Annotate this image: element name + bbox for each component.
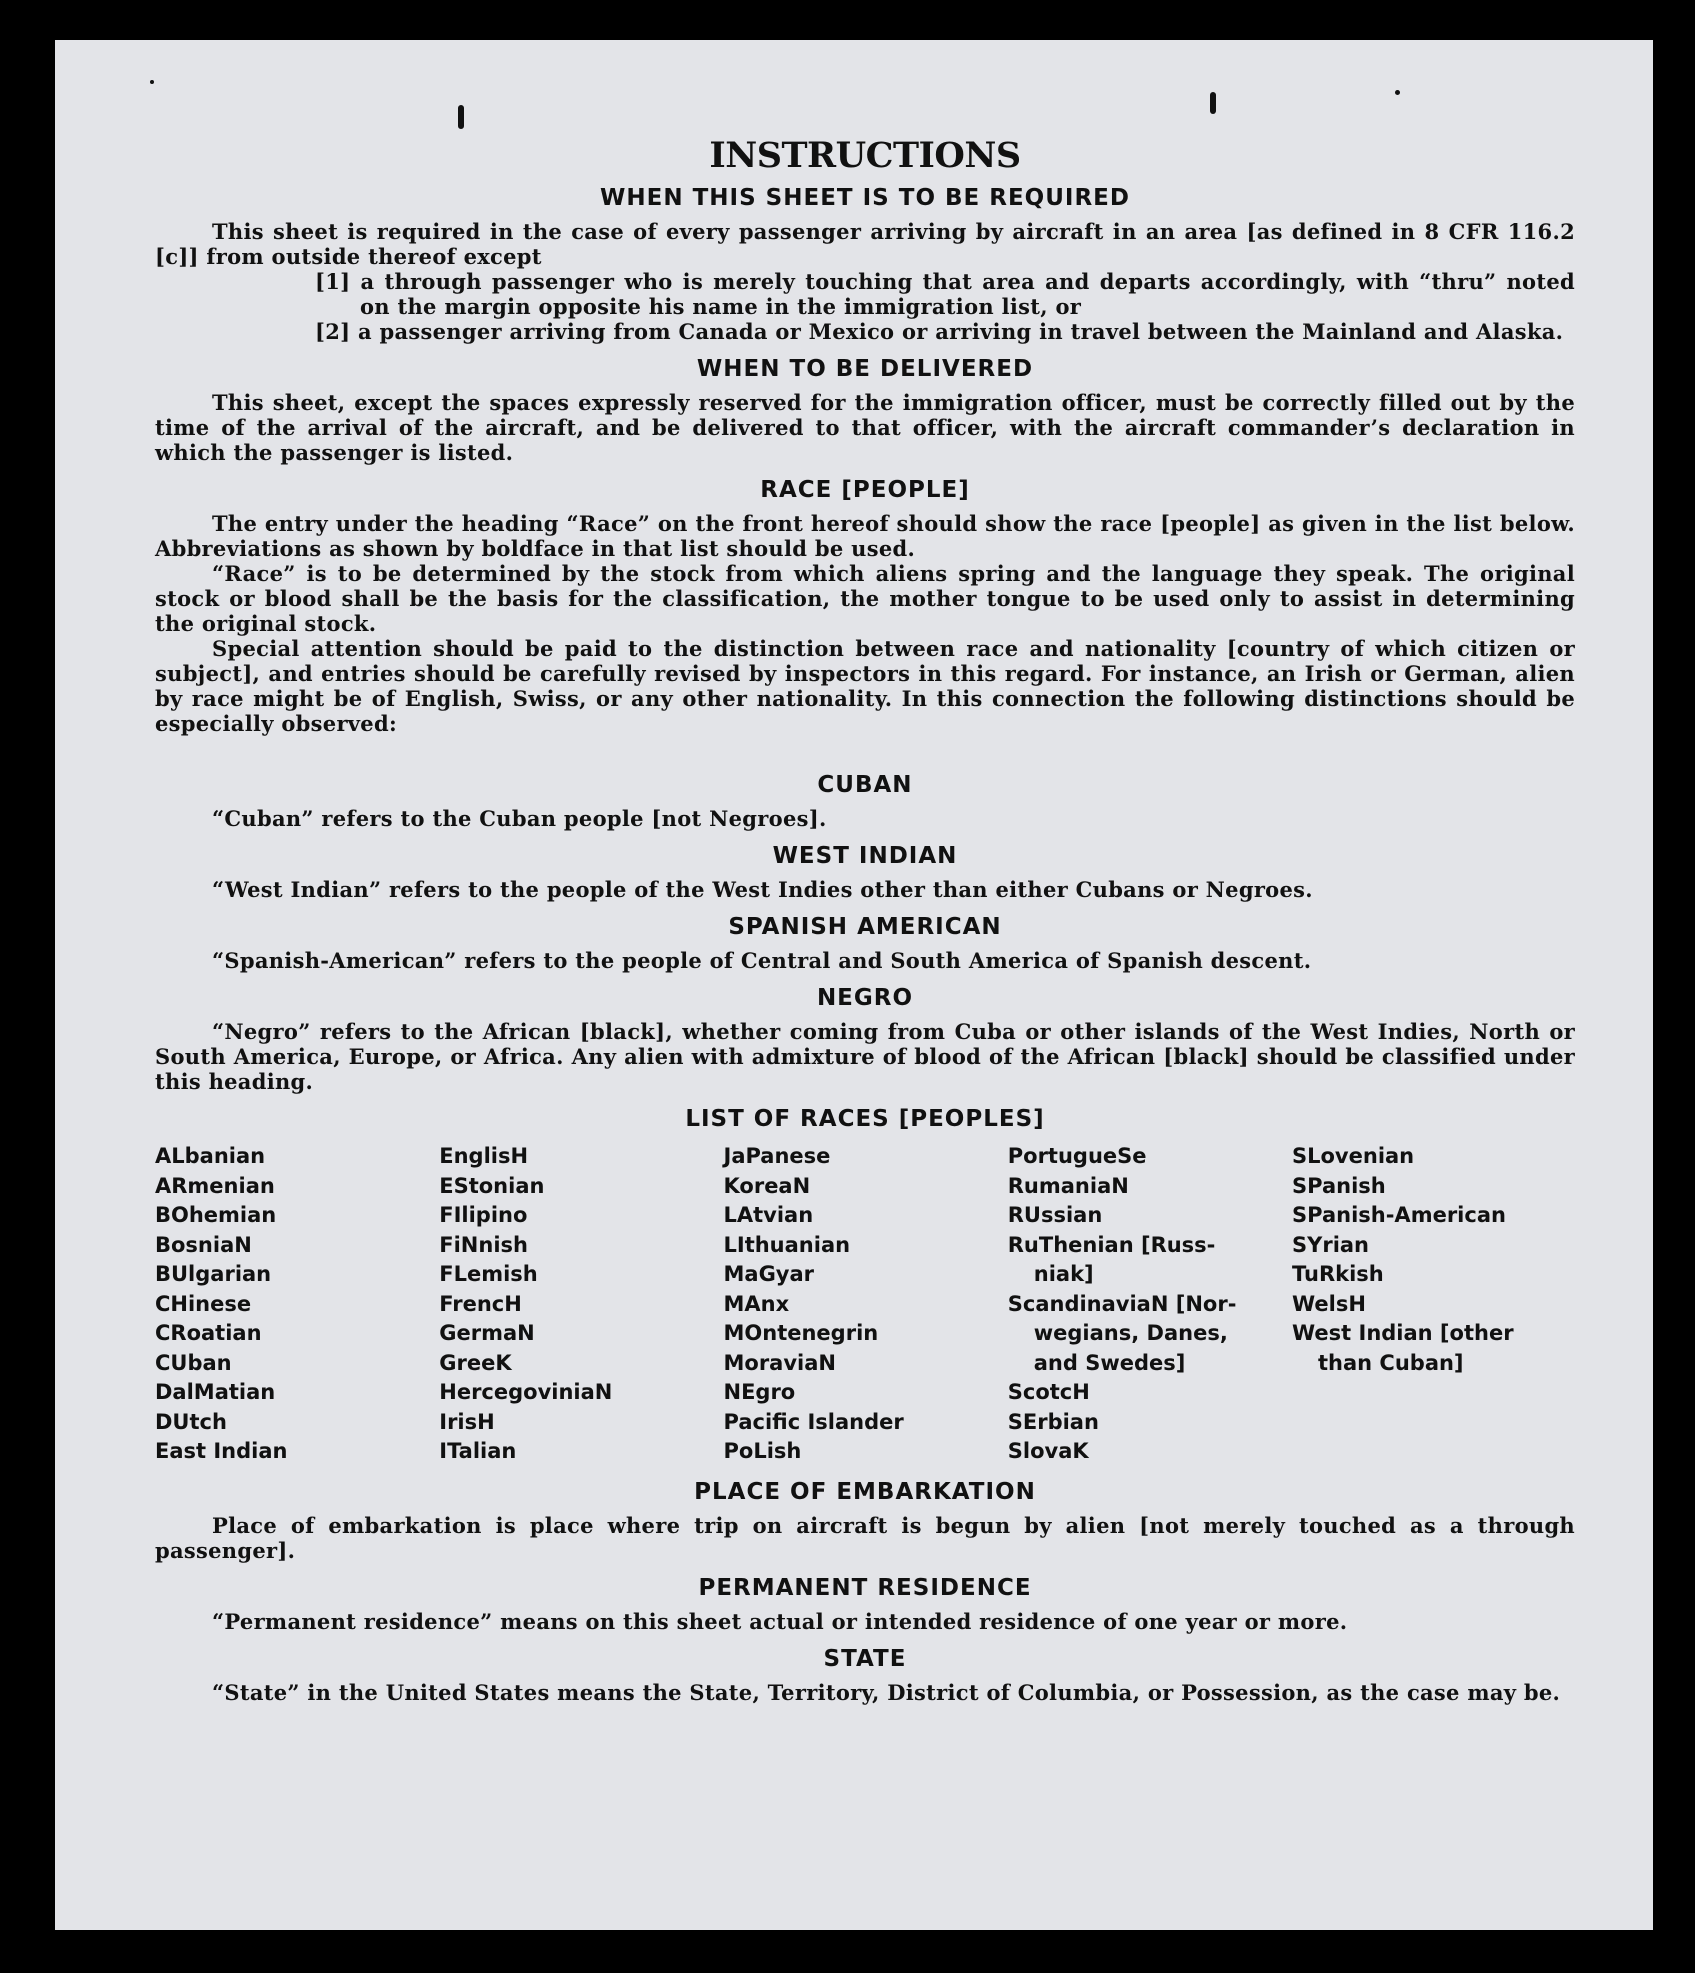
race-entry: LIthuanian <box>723 1232 851 1257</box>
race-paragraph-3: Special attention should be paid to the distinction between race and nationality [country of which citizen or subject], and entries should be carefully revised by inspectors in this regard. For instance, an Irish or German, alien by race might be of English, Swiss, or any other nationality. In this connection the following distinctions should be especially observed: <box>155 636 1575 736</box>
heading-west-indian: WEST INDIAN <box>772 843 958 869</box>
race-entry: MOntenegrin <box>723 1321 879 1345</box>
race-entry: KoreaN <box>723 1173 811 1198</box>
race-entry: ScandinaviaN [Nor- <box>1007 1291 1237 1316</box>
race-entry: ALbanian <box>155 1144 266 1168</box>
heading-list-of-races: LIST OF RACES [PEOPLES] <box>685 1106 1045 1132</box>
race-entry: FiNnish <box>439 1232 528 1257</box>
when-required-intro: This sheet is required in the case of every passenger arriving by aircraft in an area [as defined in 8 CFR 116.2 [c]] from outside thereof except <box>155 219 1575 269</box>
document-title: INSTRUCTIONS <box>709 135 1021 176</box>
race-entry: DUtch <box>155 1409 227 1434</box>
race-entry: EStonian <box>439 1173 545 1198</box>
race-entry: SlovaK <box>1007 1439 1089 1463</box>
when-delivered-text: This sheet, except the spaces expressly reserved for the immigration officer, must be correctly filled out by the time of the arrival of the aircraft, and be delivered to that officer, with the aircraft commander’s declaration in which the passenger is listed. <box>155 390 1575 465</box>
race-entry: RUssian <box>1007 1203 1103 1227</box>
heading-when-delivered: WHEN TO BE DELIVERED <box>696 356 1034 382</box>
heading-race: RACE [PEOPLE] <box>760 477 970 503</box>
race-entry: SErbian <box>1007 1409 1099 1434</box>
race-entry: GreeK <box>439 1350 512 1375</box>
race-entry: GermaN <box>439 1321 535 1345</box>
races-list <box>155 1142 1575 1467</box>
race-entry: BUlgarian <box>155 1262 272 1286</box>
race-entry: FIlipino <box>439 1203 528 1227</box>
race-entry: CRoatian <box>155 1321 262 1345</box>
race-entry: FrencH <box>439 1291 522 1316</box>
negro-text: “Negro” refers to the African [black], whether coming from Cuba or other islands of the West Indies, North or South America, Europe, or Africa. Any alien with admixture of blood of the African [black] should be classified under this heading. <box>155 1019 1575 1094</box>
race-entry: PoLish <box>723 1439 802 1463</box>
races-column-5 <box>1292 1142 1575 1467</box>
race-entry: SPanish <box>1292 1173 1386 1198</box>
cuban-text: “Cuban” refers to the Cuban people [not Negroes]. <box>212 806 827 831</box>
scan-speck <box>150 80 154 84</box>
races-column-4 <box>1008 1142 1291 1467</box>
when-required-item-1: [1] a through passenger who is merely touching that area and departs accordingly, with “thru” noted on the margin opposite his name in the immigration list, or <box>315 269 1575 319</box>
race-entry: EnglisH <box>439 1144 529 1168</box>
when-required-item-2: [2] a passenger arriving from Canada or Mexico or arriving in travel between the Mainland and Alaska. <box>315 319 1564 344</box>
race-entry-continuation: niak] <box>1033 1262 1094 1286</box>
heading-embarkation: PLACE OF EMBARKATION <box>694 1478 1036 1505</box>
race-entry: SPanish-American <box>1292 1203 1506 1227</box>
race-entry: Pacific Islander <box>723 1409 904 1434</box>
heading-negro: NEGRO <box>816 985 914 1011</box>
heading-when-required: WHEN THIS SHEET IS TO BE REQUIRED <box>600 185 1130 211</box>
heading-permanent-residence: PERMANENT RESIDENCE <box>698 1574 1032 1601</box>
scan-speck <box>458 105 464 129</box>
race-entry: ITalian <box>439 1439 517 1463</box>
state-text: “State” in the United States means the State, Territory, District of Columbia, or Possession, as the case may be. <box>212 1679 1561 1705</box>
race-entry: WelsH <box>1292 1291 1366 1316</box>
document-content <box>155 135 1575 1705</box>
race-entry: BOhemian <box>155 1203 277 1227</box>
scan-speck <box>1210 92 1216 114</box>
races-column-3 <box>724 1142 1007 1467</box>
race-entry: ARmenian <box>155 1173 275 1198</box>
race-entry: NEgro <box>723 1380 796 1404</box>
scan-speck <box>1395 90 1400 95</box>
race-entry: MAnx <box>723 1291 790 1316</box>
race-entry: IrisH <box>439 1409 495 1434</box>
race-entry-continuation: than Cuban] <box>1318 1350 1464 1375</box>
document-sheet <box>55 40 1653 1930</box>
race-entry: TuRkish <box>1292 1262 1384 1286</box>
race-entry: East Indian <box>155 1439 288 1463</box>
races-column-1 <box>155 1142 438 1467</box>
race-entry: HercegoviniaN <box>439 1380 613 1404</box>
race-entry: CHinese <box>155 1291 252 1316</box>
heading-spanish-american: SPANISH AMERICAN <box>728 914 1002 940</box>
race-entry: CUban <box>155 1350 232 1375</box>
races-column-2 <box>439 1142 722 1467</box>
race-paragraph-2: “Race” is to be determined by the stock from which aliens spring and the language they speak. The original stock or blood shall be the basis for the classification, the mother tongue to be used only to assist in determining the original stock. <box>155 561 1575 636</box>
heading-state: STATE <box>823 1645 907 1672</box>
heading-cuban: CUBAN <box>817 772 913 798</box>
race-paragraph-1: The entry under the heading “Race” on the front hereof should show the race [people] as given in the list below. Abbreviations as shown by boldface in that list should be used. <box>155 511 1575 561</box>
race-entry: ScotcH <box>1007 1380 1090 1404</box>
race-entry: LAtvian <box>723 1203 814 1227</box>
race-entry: FLemish <box>439 1262 538 1286</box>
race-entry: SLovenian <box>1292 1144 1415 1168</box>
race-entry: JaPanese <box>723 1144 831 1168</box>
spanish-american-text: “Spanish-American” refers to the people of Central and South America of Spanish descent. <box>212 948 1312 973</box>
race-entry: West Indian [other <box>1292 1321 1514 1345</box>
race-entry: RumaniaN <box>1007 1173 1129 1198</box>
permanent-residence-text: “Permanent residence” means on this sheet actual or intended residence of one year or more. <box>212 1608 1348 1634</box>
race-entry: SYrian <box>1292 1232 1370 1257</box>
race-entry-continuation: wegians, Danes, <box>1033 1321 1228 1345</box>
race-entry-continuation: and Swedes] <box>1033 1350 1186 1375</box>
race-entry: MaGyar <box>723 1262 815 1286</box>
race-entry: PortugueSe <box>1007 1144 1147 1168</box>
race-entry: RuThenian [Russ- <box>1007 1232 1216 1257</box>
west-indian-text: “West Indian” refers to the people of the West Indies other than either Cubans or Negroes. <box>212 877 1313 902</box>
race-entry: BosniaN <box>155 1232 252 1257</box>
race-entry: DalMatian <box>155 1380 276 1404</box>
race-entry: MoraviaN <box>723 1350 836 1375</box>
embarkation-text: Place of embarkation is place where trip on aircraft is begun by alien [not merely touched as a through passenger]. <box>155 1512 1575 1563</box>
